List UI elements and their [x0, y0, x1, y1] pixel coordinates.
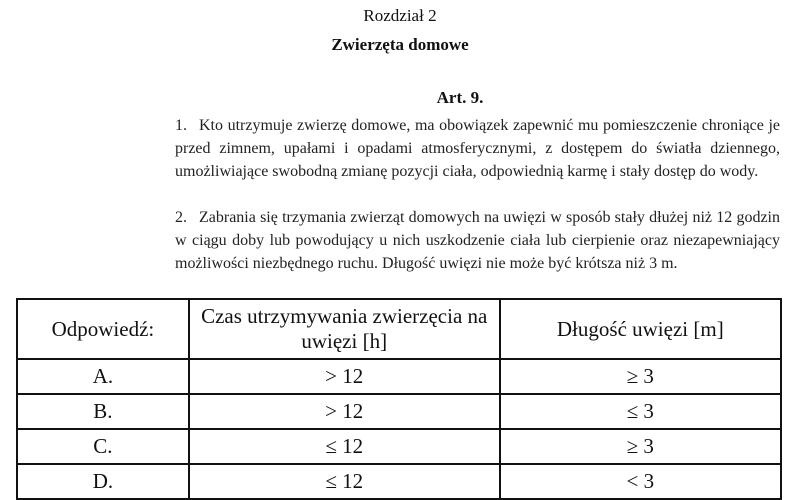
- answer-cell: D.: [17, 464, 189, 499]
- length-cell: < 3: [500, 464, 781, 499]
- table-row: [17, 394, 781, 429]
- answer-cell: A.: [17, 359, 189, 394]
- duration-cell: > 12: [189, 394, 500, 429]
- duration-cell: > 12: [189, 359, 500, 394]
- chapter-subtitle: Zwierzęta domowe: [331, 35, 469, 54]
- paragraph-number: 2.: [175, 209, 187, 226]
- duration-cell: ≤ 12: [189, 429, 500, 464]
- table-row: [17, 464, 781, 499]
- paragraph-text: Kto utrzymuje zwierzę domowe, ma obowiązek zapewnić mu pomieszczenie chroniące je przed zimnem, upałami i opadami atmosferycznymi, z dostępem do światła dziennego, umożliwiające swobodną zmianę pozycji ciała, odpowiednią karmę i stały dostęp do wody.: [175, 117, 780, 180]
- length-cell: ≥ 3: [500, 429, 781, 464]
- length-cell: ≥ 3: [500, 359, 781, 394]
- answer-cell: C.: [17, 429, 189, 464]
- paragraph-number: 1.: [175, 117, 187, 134]
- header-length: Długość uwięzi [m]: [500, 299, 781, 359]
- chapter-title: Rozdział 2: [363, 6, 437, 25]
- table-header-row: [17, 299, 781, 359]
- table-row: [17, 429, 781, 464]
- answers-table: [16, 298, 782, 500]
- article-heading: Art. 9.: [436, 88, 484, 107]
- length-cell: ≤ 3: [500, 394, 781, 429]
- answer-cell: B.: [17, 394, 189, 429]
- table-row: [17, 359, 781, 394]
- paragraph-1: [175, 114, 780, 183]
- paragraph-2: [175, 206, 780, 275]
- paragraph-text: Zabrania się trzymania zwierząt domowych na uwięzi w sposób stały dłużej niż 12 godzin w ciągu doby lub powodujący u nich uszkodzenie ciała lub cierpienie oraz niezapewniający możliwości niezbędnego ruchu. Długość uwięzi nie może być krótsza niż 3 m.: [175, 209, 780, 272]
- header-duration: Czas utrzymywania zwierzęcia na uwięzi [h]: [189, 299, 500, 359]
- duration-cell: ≤ 12: [189, 464, 500, 499]
- header-answer: Odpowiedź:: [17, 299, 189, 359]
